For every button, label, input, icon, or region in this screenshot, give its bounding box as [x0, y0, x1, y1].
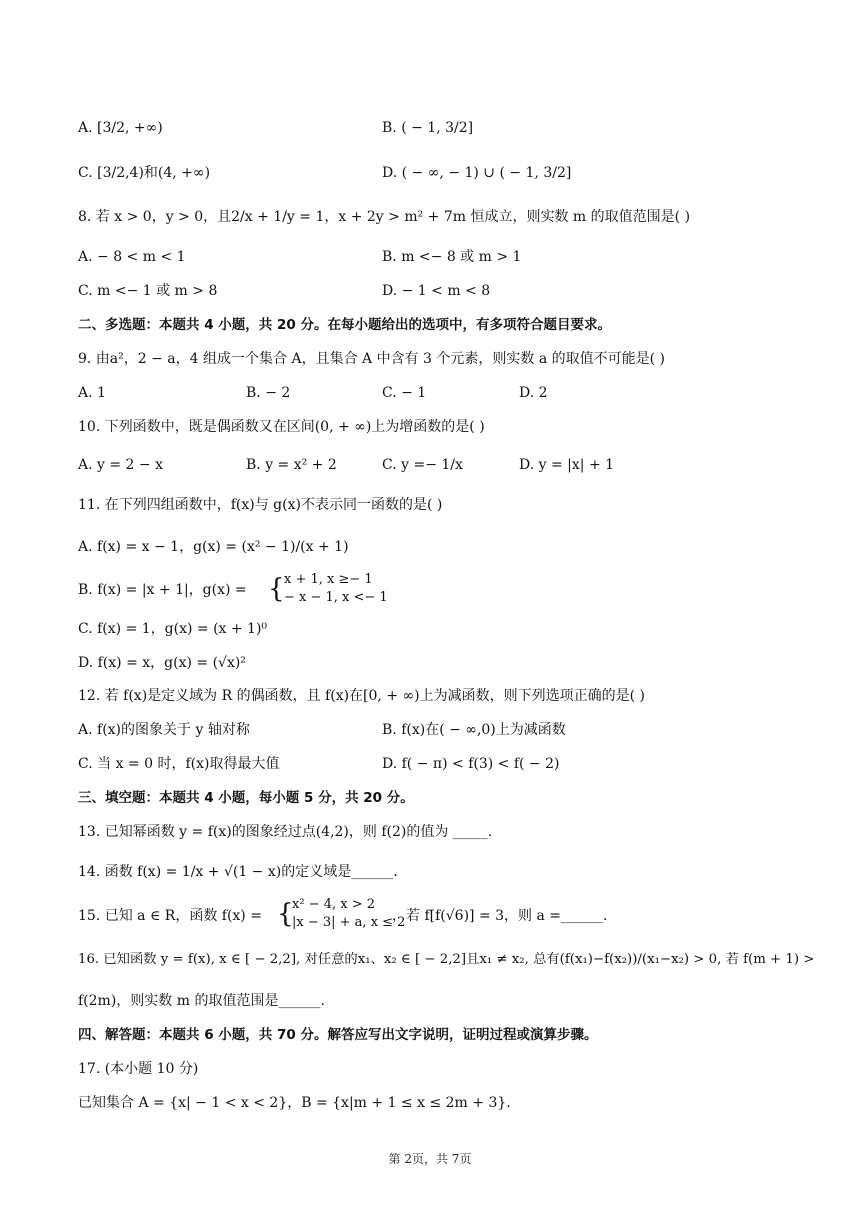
q7-option-a: A. [3/2, +∞): [78, 120, 163, 136]
question-8: 8. 若 x > 0，y > 0，且2/x + 1/y = 1，x + 2y > m² + 7m 恒成立，则实数 m 的取值范围是( ): [78, 209, 691, 225]
q10-option-a: A. y = 2 − x: [78, 457, 163, 473]
q12-option-b: B. f(x)在( − ∞,0)上为减函数: [382, 722, 566, 738]
q8-option-a: A. − 8 < m < 1: [78, 249, 186, 265]
question-9: 9. 由a²，2 − a，4 组成一个集合 A，且集合 A 中含有 3 个元素，则实数 a 的取值不可能是( ): [78, 351, 666, 367]
section-2-heading: 二、多选题：本题共 4 小题，共 20 分。在每小题给出的选项中，有多项符合题目要求。: [78, 317, 611, 333]
question-17: 17. (本小题 10 分): [78, 1061, 199, 1077]
q9-option-a: A. 1: [78, 385, 106, 401]
q7-option-b: B. ( − 1, 3/2]: [382, 120, 474, 136]
q7-option-d: D. ( − ∞, − 1) ∪ ( − 1, 3/2]: [382, 165, 572, 181]
q15-brace: {: [277, 899, 294, 929]
question-14: 14. 函数 f(x) = 1/x + √(1 − x)的定义域是______.: [78, 864, 398, 880]
q12-option-a: A. f(x)的图象关于 y 轴对称: [78, 722, 250, 738]
question-15-prefix: 15. 已知 a ∈ R，函数 f(x) =: [78, 908, 262, 924]
q10-option-c: C. y =− 1/x: [382, 457, 463, 473]
question-16-cont: f(2m)，则实数 m 的取值范围是______.: [78, 993, 325, 1009]
q8-option-c: C. m <− 1 或 m > 8: [78, 283, 218, 299]
section-4-heading: 四、解答题：本题共 6 小题，共 70 分。解答应写出文字说明，证明过程或演算步骤。: [78, 1027, 598, 1043]
q8-option-b: B. m <− 8 或 m > 1: [382, 249, 522, 265]
q9-option-b: B. − 2: [246, 385, 291, 401]
q11-option-d: D. f(x) = x，g(x) = (√x)²: [78, 655, 246, 671]
q15-case-2: |x − 3| + a, x ≤ 2: [292, 915, 406, 930]
q10-option-b: B. y = x² + 2: [246, 457, 337, 473]
q11-option-a: A. f(x) = x − 1，g(x) = (x² − 1)/(x + 1): [78, 539, 349, 555]
q9-option-c: C. − 1: [382, 385, 427, 401]
question-10: 10. 下列函数中，既是偶函数又在区间(0, + ∞)上为增函数的是( ): [78, 419, 485, 435]
question-13: 13. 已知幂函数 y = f(x)的图象经过点(4,2)，则 f(2)的值为 _____.: [78, 824, 493, 840]
q11-option-c: C. f(x) = 1，g(x) = (x + 1)⁰: [78, 621, 268, 637]
question-11: 11. 在下列四组函数中，f(x)与 g(x)不表示同一函数的是( ): [78, 497, 443, 513]
page-footer: 第 2页，共 7页: [388, 1152, 472, 1166]
q11-option-b: B. f(x) = |x + 1|，g(x) =: [78, 582, 247, 598]
section-3-heading: 三、填空题：本题共 4 小题，每小题 5 分，共 20 分。: [78, 790, 414, 806]
question-15-suffix: ，若 f[f(√6)] = 3，则 a =______.: [392, 908, 608, 924]
q9-option-d: D. 2: [519, 385, 548, 401]
q8-option-d: D. − 1 < m < 8: [382, 283, 491, 299]
q11-b-case-2: − x − 1, x <− 1: [284, 590, 388, 605]
q12-option-d: D. f( − π) < f(3) < f( − 2): [382, 756, 560, 772]
q12-option-c: C. 当 x = 0 时，f(x)取得最大值: [78, 756, 280, 772]
q10-option-d: D. y = |x| + 1: [519, 457, 615, 473]
question-16: 16. 已知函数 y = f(x), x ∈ [ − 2,2], 对任意的x₁、x₂ ∈ [ − 2,2]且x₁ ≠ x₂, 总有(f(x₁)−f(x₂))/(x₁−x₂) > 0, 若 f(m + 1) >: [78, 952, 815, 967]
q11-b-brace: {: [268, 574, 285, 604]
q17-body: 已知集合 A = {x| − 1 < x < 2}，B = {x|m + 1 ≤ x ≤ 2m + 3}.: [78, 1095, 511, 1111]
q15-case-1: x² − 4, x > 2: [292, 897, 375, 912]
q7-option-c: C. [3/2,4)和(4, +∞): [78, 165, 211, 181]
q11-b-case-1: x + 1, x ≥− 1: [284, 572, 373, 587]
question-12: 12. 若 f(x)是定义域为 R 的偶函数，且 f(x)在[0, + ∞)上为减函数，则下列选项正确的是( ): [78, 688, 646, 704]
